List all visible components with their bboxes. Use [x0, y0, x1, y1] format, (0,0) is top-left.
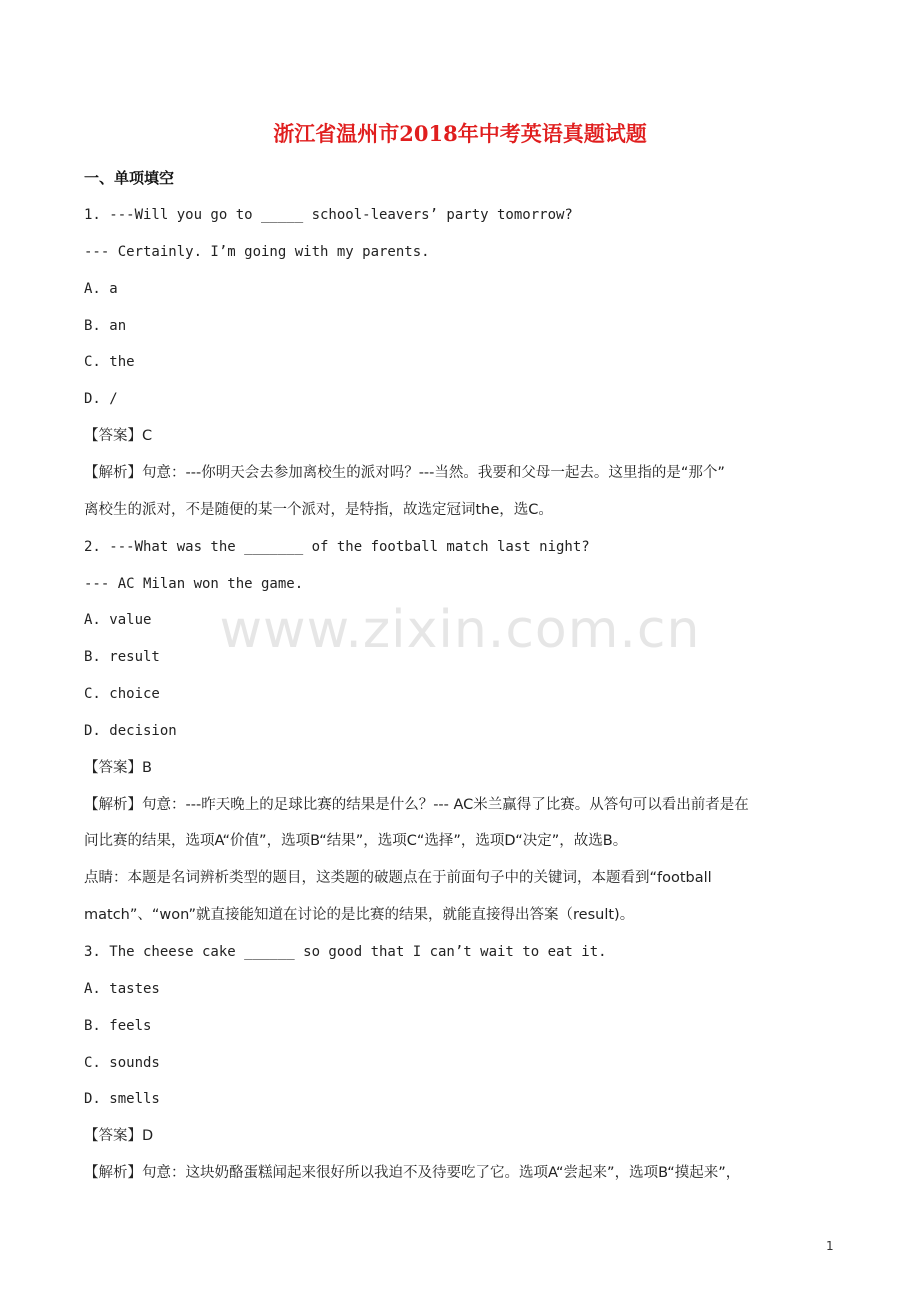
- text-line: 【答案】B: [84, 759, 152, 776]
- text-line: 【答案】D: [84, 1128, 154, 1145]
- page-number: 1: [826, 1239, 834, 1253]
- text-line: A. a: [84, 280, 118, 297]
- text-line: --- AC Milan won the game.: [84, 575, 304, 592]
- watermark: www.zixin.com.cn: [219, 600, 701, 660]
- text-line: 3. The cheese cake ______ so good that I can’t wait to eat it.: [84, 944, 607, 960]
- text-line: --- Certainly. I’m going with my parents.: [84, 243, 430, 260]
- section-heading: 一、单项填空: [84, 169, 175, 187]
- text-line: 【解析】句意：这块奶酪蛋糕闻起来很好所以我迫不及待要吃了它。选项A“尝起来”，选项B“摸起来”，: [84, 1165, 741, 1182]
- text-line: 问比赛的结果，选项A“价值”，选项B“结果”，选项C“选择”，选项D“决定”，故选B。: [84, 833, 628, 850]
- text-line: B. result: [84, 649, 160, 666]
- text-line: B. an: [84, 317, 127, 334]
- text-line: A. value: [84, 612, 152, 629]
- text-line: match”、“won”就直接能知道在讨论的是比赛的结果，就能直接得出答案（result)。: [84, 907, 635, 924]
- text-line: 【解析】句意：---你明天会去参加离校生的派对吗？---当然。我要和父母一起去。这里指的是“那个”: [84, 464, 725, 481]
- text-line: D. /: [84, 391, 118, 408]
- text-line: D. smells: [84, 1091, 160, 1108]
- text-line: 【解析】句意：---昨天晚上的足球比赛的结果是什么？--- AC米兰赢得了比赛。从答句可以看出前者是在: [84, 796, 749, 813]
- text-line: 1. ---Will you go to _____ school-leavers’ party tomorrow?: [84, 207, 573, 223]
- text-line: C. the: [84, 354, 135, 371]
- text-line: B. feels: [84, 1017, 152, 1034]
- text-line: 2. ---What was the _______ of the football match last night?: [84, 538, 590, 555]
- text-line: C. sounds: [84, 1054, 160, 1071]
- text-line: C. choice: [84, 686, 160, 703]
- text-line: 【答案】C: [84, 428, 153, 445]
- text-line: A. tastes: [84, 980, 160, 997]
- page-title: 浙江省温州市2018年中考英语真题试题: [273, 121, 647, 146]
- text-line: 点睛：本题是名词辨析类型的题目，这类题的破题点在于前面句子中的关键词，本题看到“football: [84, 870, 712, 887]
- text-line: 离校生的派对，不是随便的某一个派对，是特指，故选定冠词the，选C。: [84, 501, 553, 518]
- text-line: D. decision: [84, 722, 177, 739]
